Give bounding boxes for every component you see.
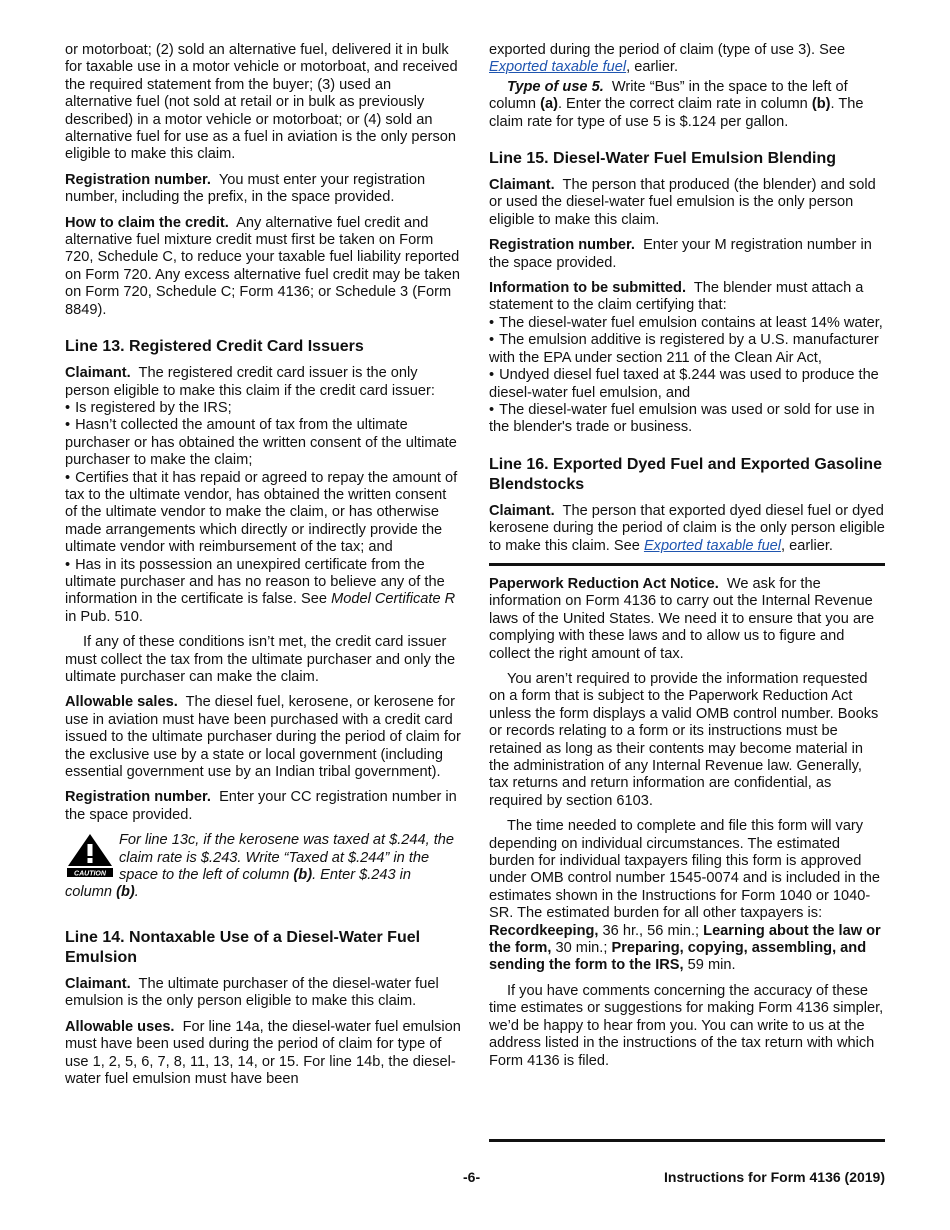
list-item: • Is registered by the IRS; [65, 400, 461, 417]
run-in-heading: Registration number. [65, 171, 211, 188]
bullet-list [65, 400, 461, 626]
burden-label: Recordkeeping, [489, 922, 599, 939]
paragraph-text: Enter your CC registration number in the space provided. [65, 789, 457, 823]
burden-label: Learning about the law or the form, [489, 922, 881, 957]
run-in-heading: Claimant. [489, 502, 555, 519]
section-heading-line13: Line 13. Registered Credit Card Issuers [65, 338, 364, 356]
paragraph-text: Enter your M registration number in the space provided. [489, 237, 872, 271]
burden-value: 36 hr., 56 min.; [602, 922, 700, 939]
list-item: • The diesel-water fuel emulsion was used or sold for use in the blender's trade or business. [489, 402, 885, 437]
list-item: • Undyed diesel fuel taxed at $.244 was used to produce the diesel-water fuel emulsion, and [489, 367, 885, 402]
paragraph [489, 237, 885, 272]
caution-text: For line 13c, if the kerosene was taxed at $.244, the claim rate is $.243. Write “Taxed at $.244” in the space to the left of column [119, 832, 455, 884]
left-column [65, 42, 461, 1096]
run-in-heading: Registration number. [65, 789, 211, 806]
section-divider [489, 563, 885, 566]
right-column [489, 42, 885, 1078]
caution-text: . [134, 884, 139, 901]
end-divider [489, 1139, 885, 1142]
list-item: • The diesel-water fuel emulsion contains at least 14% water, [489, 315, 885, 332]
paragraph [489, 79, 885, 131]
caution-icon [65, 832, 115, 878]
bullet-list [489, 315, 885, 437]
paragraph-text: The ultimate purchaser of the diesel-water fuel emulsion is the only person eligible to make this claim. [65, 975, 439, 1010]
paragraph [65, 1019, 461, 1089]
paragraph: If any of these conditions isn’t met, the credit card issuer must collect the tax from the ultimate purchaser and only the ultimate purchaser can make the claim. [65, 634, 456, 685]
publication-reference: Model Certificate R [331, 591, 456, 608]
paragraph-text: . The claim rate for type of use 5 is $.124 per gallon. [489, 96, 864, 130]
list-item-text: in Pub. 510. [65, 608, 143, 625]
paragraph: or motorboat; (2) sold an alternative fuel, delivered it in bulk for taxable use in a motor vehicle or motorboat, and received the required statement from the buyer; (3) used an alternative fuel (not sold at retail or in bulk as previously described) in a motor vehicle or motorboat; or (4) sold an alternative fuel for use as a fuel in aviation is the only person eligible to make this claim. [65, 42, 458, 163]
burden-value: 59 min. [687, 957, 736, 974]
run-in-heading: How to claim the credit. [65, 214, 229, 231]
caution-note [65, 832, 461, 902]
run-in-heading: Claimant. [489, 177, 555, 194]
paragraph [65, 172, 461, 207]
list-item: • The emulsion additive is registered by a U.S. manufacturer with the EPA under section 211 of the Clean Air Act, [489, 332, 885, 367]
paragraph: You aren’t required to provide the information requested on a form that is subject to the Paperwork Reduction Act unless the form displays a valid OMB control number. Books or records relating to a form or its instructions must be retained as long as their contents may become material in the administration of any Internal Revenue law. Generally, tax returns and return information are confidential, as required by section 6103. [489, 670, 879, 809]
exported-taxable-fuel-link[interactable]: Exported taxable fuel [489, 59, 627, 76]
paragraph [65, 215, 461, 319]
run-in-heading: Claimant. [65, 975, 131, 992]
paragraph-text: exported during the period of claim (type of use 3). See [489, 42, 846, 58]
paragraph [65, 694, 461, 781]
paragraph-text: For line 14a, the diesel-water fuel emulsion must have been used during the period of claim for type of use 1, 2, 5, 6, 7, 8, 11, 13, 14, or 15. For line 14b, the diesel-water fuel emulsion must have been [65, 1018, 461, 1087]
paragraph-text: Write “Bus” in the space to the left of column [489, 78, 848, 113]
paragraph-text: , earlier. [781, 537, 833, 554]
paragraph [65, 365, 461, 400]
burden-value: 30 min.; [555, 940, 608, 957]
paragraph [489, 503, 885, 555]
paragraph-text: Any alternative fuel credit and alternative fuel mixture credit must first be taken on Form 720, Schedule C, to reduce your taxable fuel liability reported on Form 720. Any excess alternative fuel credit may be taken on Form 720, Schedule C; Form 4136; or Schedule 3 (Form 8849). [65, 214, 461, 318]
paragraph-text: . Enter the correct claim rate in column [557, 96, 808, 113]
paragraph [489, 576, 885, 663]
column-ref: (a) [540, 96, 558, 113]
burden-label: Preparing, copying, assembling, and sending the form to the IRS, [489, 940, 867, 974]
list-item [65, 557, 461, 627]
footer-form-title: Instructions for Form 4136 (2019) [664, 1169, 885, 1185]
list-item: • Hasn’t collected the amount of tax from the ultimate purchaser or has obtained the written consent of the ultimate purchaser to make the claim; [65, 417, 461, 469]
section-heading-line14: Line 14. Nontaxable Use of a Diesel-Water Fuel Emulsion [65, 928, 421, 966]
run-in-heading: Allowable uses. [65, 1018, 175, 1035]
paragraph: If you have comments concerning the accuracy of these time estimates or suggestions for making Form 4136 simpler, we’d be happy to hear from you. You can write to us at the address listed in the instructions of the tax return with which Form 4136 is filed. [489, 982, 884, 1069]
paragraph [489, 177, 885, 229]
paragraph-text: , earlier. [626, 59, 679, 76]
paragraph [489, 280, 885, 315]
paragraph-text: The registered credit card issuer is the only person eligible to make this claim if the credit card issuer: [65, 365, 435, 399]
paragraph-text: The person that produced (the blender) and sold or used the diesel-water fuel emulsion is the only person eligible to make this claim. [489, 177, 876, 228]
list-item: • Certifies that it has repaid or agreed to repay the amount of tax to the ultimate vendor, has obtained the written consent of the ultimate vendor to make the claim, or has otherwise made arrangements which directly or indirectly provide the ultimate vendor with reimbursement of the tax; and [65, 470, 461, 557]
column-ref: (b) [116, 884, 135, 901]
paragraph [65, 789, 461, 824]
run-in-heading: Registration number. [489, 237, 635, 254]
caution-label: CAUTION [74, 870, 106, 878]
caution-text: . Enter $.243 in column [65, 867, 412, 901]
run-in-heading: Claimant. [65, 365, 131, 382]
paragraph [489, 818, 885, 975]
paragraph-text: The blender must attach a statement to the claim certifying that: [489, 280, 864, 314]
section-heading-line16: Line 16. Exported Dyed Fuel and Exported Gasoline Blendstocks [489, 455, 882, 493]
column-ref: (b) [293, 867, 313, 884]
run-in-heading: Paperwork Reduction Act Notice. [489, 575, 719, 592]
paragraph-text: The person that exported dyed diesel fuel or dyed kerosene during the period of claim is the only person eligible to make this claim. See [489, 502, 885, 554]
exported-taxable-fuel-link[interactable]: Exported taxable fuel [643, 537, 782, 554]
page-number: -6- [463, 1169, 481, 1185]
paragraph-text: The time needed to complete and file this form will vary depending on individual circumstances. The estimated burden for individual taxpayers filing this form is approved under OMB control number 1545-0074 and is included in the estimates shown in the Instructions for Form 1040 or 1040-SR. The estimated burden for all other taxpayers is: [489, 818, 881, 922]
section-heading-line15: Line 15. Diesel-Water Fuel Emulsion Blending [489, 150, 837, 168]
run-in-heading: Allowable sales. [65, 694, 178, 711]
column-ref: (b) [811, 96, 831, 113]
list-item-text: Has in its possession an unexpired certificate from the ultimate purchaser and has no reason to believe any of the information in the certificate is false. See [65, 556, 445, 608]
paragraph-text: You must enter your registration number, including the prefix, in the space provided. [65, 171, 426, 206]
paragraph-text: The diesel fuel, kerosene, or kerosene for use in aviation must have been purchased with a credit card issued to the ultimate purchaser during the period of claim for the exclusive use by a state or local government (including essential government use by an Indian tribal government). [65, 694, 461, 781]
run-in-heading: Type of use 5. [507, 78, 604, 95]
paragraph [489, 42, 885, 77]
paragraph [65, 976, 461, 1011]
paragraph-text: We ask for the information on Form 4136 to carry out the Internal Revenue laws of the United States. We need it to ensure that you are complying with these laws and to allow us to figure and collect the right amount of tax. [489, 575, 875, 662]
run-in-heading: Information to be submitted. [489, 280, 687, 297]
